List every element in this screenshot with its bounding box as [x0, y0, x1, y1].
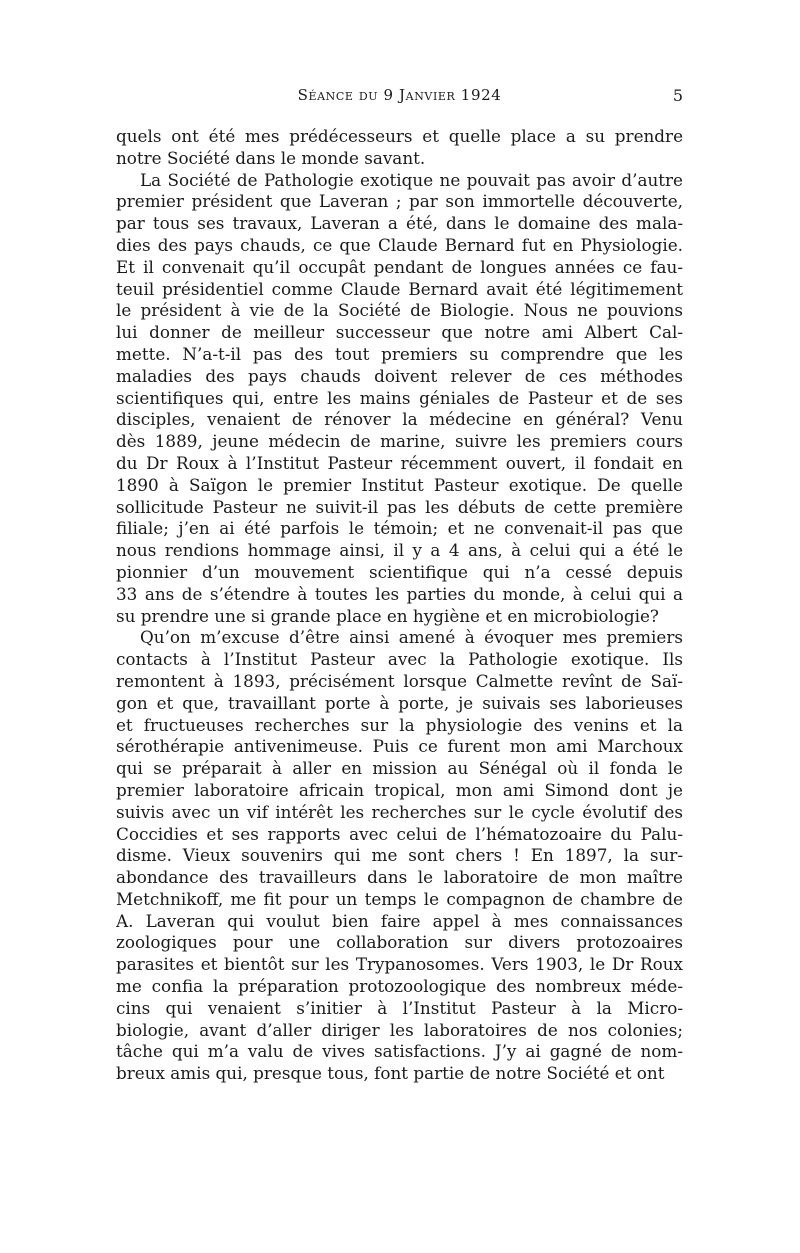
text-line: breux amis qui, presque tous, font partie de notre Société et ont [116, 1063, 665, 1084]
text-line: contacts à l’Institut Pasteur avec la Pathologie exotique. Ils [116, 649, 683, 670]
text-line: 1890 à Saïgon le premier Institut Pasteur exotique. De quelle [116, 474, 683, 495]
text-line: Qu’on m’excuse d’être ainsi amené à évoquer mes premiers [140, 627, 683, 648]
text-line: premier laboratoire africain tropical, mon ami Simond dont je [116, 779, 683, 800]
text-line: sollicitude Pasteur ne suivit-il pas les débuts de cette première [116, 496, 683, 517]
text-line: remontent à 1893, précisément lorsque Calmette revînt de Saï- [116, 670, 683, 691]
text-line: zoologiques pour une collaboration sur divers protozoaires [116, 932, 683, 953]
text-line: me confia la préparation protozoologique des nombreux méde- [116, 976, 683, 997]
text-line: premier président que Laveran ; par son immortelle découverte, [116, 191, 683, 212]
text-line: du Dr Roux à l’Institut Pasteur récemment ouvert, il fondait en [116, 452, 683, 473]
text-line: mette. N’a-t-il pas des tout premiers su comprendre que les [116, 343, 683, 364]
text-line: dès 1889, jeune médecin de marine, suivre les premiers cours [116, 431, 683, 452]
text-line: filiale; j’en ai été parfois le témoin; et ne convenait-il pas que [116, 518, 683, 539]
text-line: scientifiques qui, entre les mains géniales de Pasteur et de ses [116, 387, 683, 408]
text-line: suivis avec un vif intérêt les recherches sur le cycle évolutif des [116, 801, 683, 822]
text-line: teuil présidentiel comme Claude Bernard avait été légitimement [116, 278, 683, 299]
text-line: disciples, venaient de rénover la médecine en général? Venu [116, 409, 683, 430]
text-line: qui se préparait à aller en mission au Sénégal où il fonda le [116, 758, 683, 779]
text-line: La Société de Pathologie exotique ne pouvait pas avoir d’autre [140, 169, 683, 190]
running-head [116, 86, 683, 112]
text-line: Et il convenait qu’il occupât pendant de longues années ce fau- [116, 256, 683, 277]
text-line: nous rendions hommage ainsi, il y a 4 ans, à celui qui a été le [116, 540, 683, 561]
text-line: quels ont été mes prédécesseurs et quelle place a su prendre [116, 126, 683, 146]
body-text [116, 126, 683, 1085]
text-line: pionnier d’un mouvement scientifique qui n’a cessé depuis [116, 561, 683, 582]
text-line: maladies des pays chauds doivent relever de ces méthodes [116, 365, 683, 386]
document-page [116, 86, 683, 1085]
text-line: Metchnikoff, me fit pour un temps le compagnon de chambre de [116, 888, 683, 909]
text-line: biologie, avant d’aller diriger les laboratoires de nos colonies; [116, 1019, 683, 1040]
text-line: dies des pays chauds, ce que Claude Bernard fut en Physiologie. [116, 234, 683, 255]
page-number: 5 [672, 86, 683, 105]
text-line: notre Société dans le monde savant. [116, 147, 426, 168]
text-line: tâche qui m’a valu de vives satisfactions. J’y ai gagné de nom- [116, 1041, 683, 1062]
text-line: disme. Vieux souvenirs qui me sont chers ! En 1897, la sur- [116, 845, 683, 866]
text-line: et fructueuses recherches sur la physiologie des venins et la [116, 714, 683, 735]
text-line: A. Laveran qui voulut bien faire appel à mes connaissances [116, 910, 683, 931]
text-line: par tous ses travaux, Laveran a été, dans le domaine des mala- [116, 213, 683, 234]
text-line: sérothérapie antivenimeuse. Puis ce furent mon ami Marchoux [116, 736, 683, 757]
text-line: Coccidies et ses rapports avec celui de l’hématozoaire du Palu- [116, 823, 683, 844]
text-line: 33 ans de s’étendre à toutes les parties du monde, à celui qui a [116, 583, 683, 604]
text-line: gon et que, travaillant porte à porte, je suivais ses laborieuses [116, 692, 683, 713]
text-line: su prendre une si grande place en hygiène et en microbiologie? [116, 605, 659, 626]
text-line: parasites et bientôt sur les Trypanosomes. Vers 1903, le Dr Roux [116, 954, 683, 975]
text-line: le président à vie de la Société de Biologie. Nous ne pouvions [116, 300, 683, 321]
text-line: cins qui venaient s’initier à l’Institut Pasteur à la Micro- [116, 997, 683, 1018]
running-title: Séance du 9 Janvier 1924 [297, 86, 502, 104]
text-line: abondance des travailleurs dans le laboratoire de mon maître [116, 867, 683, 888]
text-line: lui donner de meilleur successeur que notre ami Albert Cal- [116, 322, 683, 343]
